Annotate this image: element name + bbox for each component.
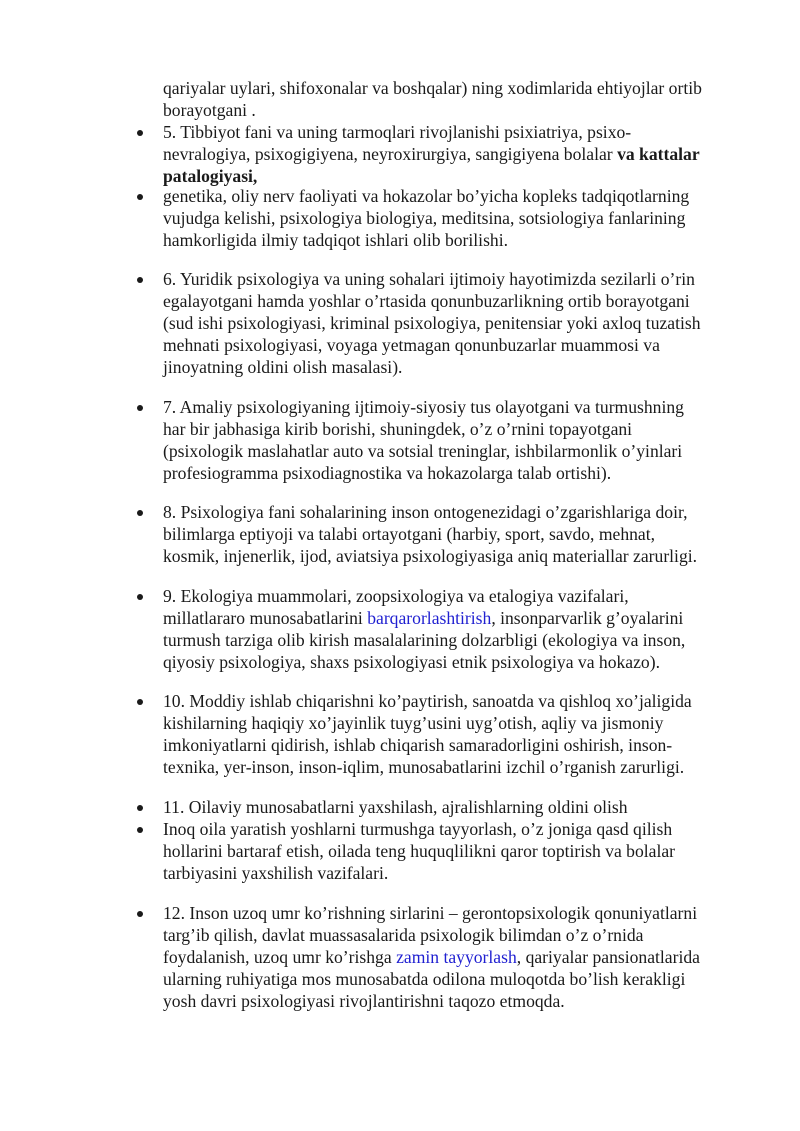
bullet-dot (137, 194, 143, 200)
text-line (163, 946, 700, 968)
bold-text: va kattalar (617, 144, 700, 164)
text-line: 11. Oilaviy munosabatlarni yaxshilash, ajralishlarning oldini olish (163, 797, 628, 817)
text-line: (sud ishi psixologiyasi, kriminal psixologiya, penitensiar yoki axloq tuzatish (163, 313, 701, 333)
text-line: mehnati psixologiyasi, voyaga yetmagan qonunbuzarlar muammosi va (163, 335, 660, 355)
bullet-dot (137, 805, 143, 811)
text-line (163, 165, 257, 187)
text-line: Inoq oila yaratish yoshlarni turmushga tayyorlash, o’z joniga qasd qilish (163, 819, 673, 839)
text-line: 10. Moddiy ishlab chiqarishni ko’paytirish, sanoatda va qishloq xo’jaligida (163, 691, 692, 711)
text-line: vujudga kelishi, psixologiya biologiya, meditsina, sotsiologiya fanlarining (163, 208, 686, 228)
text-line: 9. Ekologiya muammolari, zoopsixologiya va etalogiya vazifalari, (163, 586, 629, 606)
text-segment: , insonparvarlik g’oyalarini (491, 608, 684, 628)
text-line: hollarini bartaraf etish, oilada teng huquqlilikni qaror toptirish va bolalar (163, 841, 676, 861)
text-line: imkoniyatlarni qidirish, ishlab chiqarish samaradorligini oshirish, inson- (163, 735, 673, 755)
text-line: qariyalar uylari, shifoxonalar va boshqalar) ning xodimlarida ehtiyojlar ortib (163, 78, 702, 98)
text-line: qiyosiy psixologiya, shaxs psixologiyasi etnik psixologiya va hokazo). (163, 652, 660, 672)
text-segment: foydalanish, uzoq umr ko’rishga (163, 947, 397, 967)
text-line: kosmik, injenerlik, ijod, aviatsiya psixologiyasiga aniq materiallar zarurligi. (163, 546, 698, 566)
bold-text: patalogiyasi, (163, 166, 258, 186)
bullet-dot (137, 510, 143, 516)
text-line: har bir jabhasiga kirib borishi, shuningdek, o’z o’rnini topayotgani (163, 419, 633, 439)
text-line (163, 143, 700, 165)
text-line: ularning ruhiyatiga mos munosabatda odilona muloqotda bo’lish kerakligi (163, 969, 686, 989)
text-line: turmush tarziga olib kirish masalalarining dolzarbligi (ekologiya va inson, (163, 630, 686, 650)
text-line: targ’ib qilish, davlat muassasalarida psixologik bilimdan o’z o’rnida (163, 925, 644, 945)
barqarorlashtirish-link[interactable]: barqarorlashtirish (367, 608, 492, 628)
text-line: (psixologik maslahatlar auto va sotsial treninglar, ishbilarmonlik o’yinlari (163, 441, 683, 461)
bullet-dot (137, 827, 143, 833)
text-line: 7. Amaliy psixologiyaning ijtimoiy-siyosiy tus olayotgani va turmushning (163, 397, 684, 417)
bullet-dot (137, 699, 143, 705)
bullet-dot (137, 277, 143, 283)
text-segment: nevralogiya, psixogigiyena, neyroxirurgiya, sangigiyena bolalar (163, 144, 618, 164)
text-line: 6. Yuridik psixologiya va uning sohalari ijtimoiy hayotimizda sezilarli o’rin (163, 269, 695, 289)
text-line: 5. Tibbiyot fani va uning tarmoqlari rivojlanishi psixiatriya, psixo- (163, 122, 632, 142)
text-line: egalayotgani hamda yoshlar o’rtasida qonunbuzarlikning ortib borayotgani (163, 291, 690, 311)
text-line: tarbiyasini yaxshilish vazifalari. (163, 863, 389, 883)
text-line: profesiogramma psixodiagnostika va hokazolarga talab ortishi). (163, 463, 612, 483)
text-line: bilimlarga eptiyoji va talabi ortayotgani (harbiy, sport, savdo, mehnat, (163, 524, 656, 544)
bullet-dot (137, 130, 143, 136)
bullet-dot (137, 405, 143, 411)
zamin-tayyorlash-link[interactable]: zamin tayyorlash (396, 947, 517, 967)
text-line: jinoyatning oldini olish masalasi). (163, 357, 403, 377)
text-line: borayotgani . (163, 100, 256, 120)
text-line: yosh davri psixologiyasi rivojlantirishni taqozo etmoqda. (163, 991, 565, 1011)
text-line: hamkorligida ilmiy tadqiqot ishlari olib borilishi. (163, 230, 509, 250)
bullet-dot (137, 594, 143, 600)
text-segment: millatlararo munosabatlarini (163, 608, 368, 628)
text-line: 8. Psixologiya fani sohalarining inson ontogenezidagi o’zgarishlariga doir, (163, 502, 688, 522)
text-line (163, 607, 683, 629)
bullet-dot (137, 911, 143, 917)
text-line: kishilarning haqiqiy xo’jayinlik tuyg’usini uyg’otish, aqliy va jismoniy (163, 713, 664, 733)
text-line: 12. Inson uzoq umr ko’rishning sirlarini – gerontopsixologik qonuniyatlarni (163, 903, 698, 923)
text-line: texnika, yer-inson, inson-iqlim, munosabatlarini izchil o’rganish zarurligi. (163, 757, 685, 777)
text-segment: , qariyalar pansionatlarida (516, 947, 700, 967)
text-line: genetika, oliy nerv faoliyati va hokazolar bo’yicha kopleks tadqiqotlarning (163, 186, 690, 206)
